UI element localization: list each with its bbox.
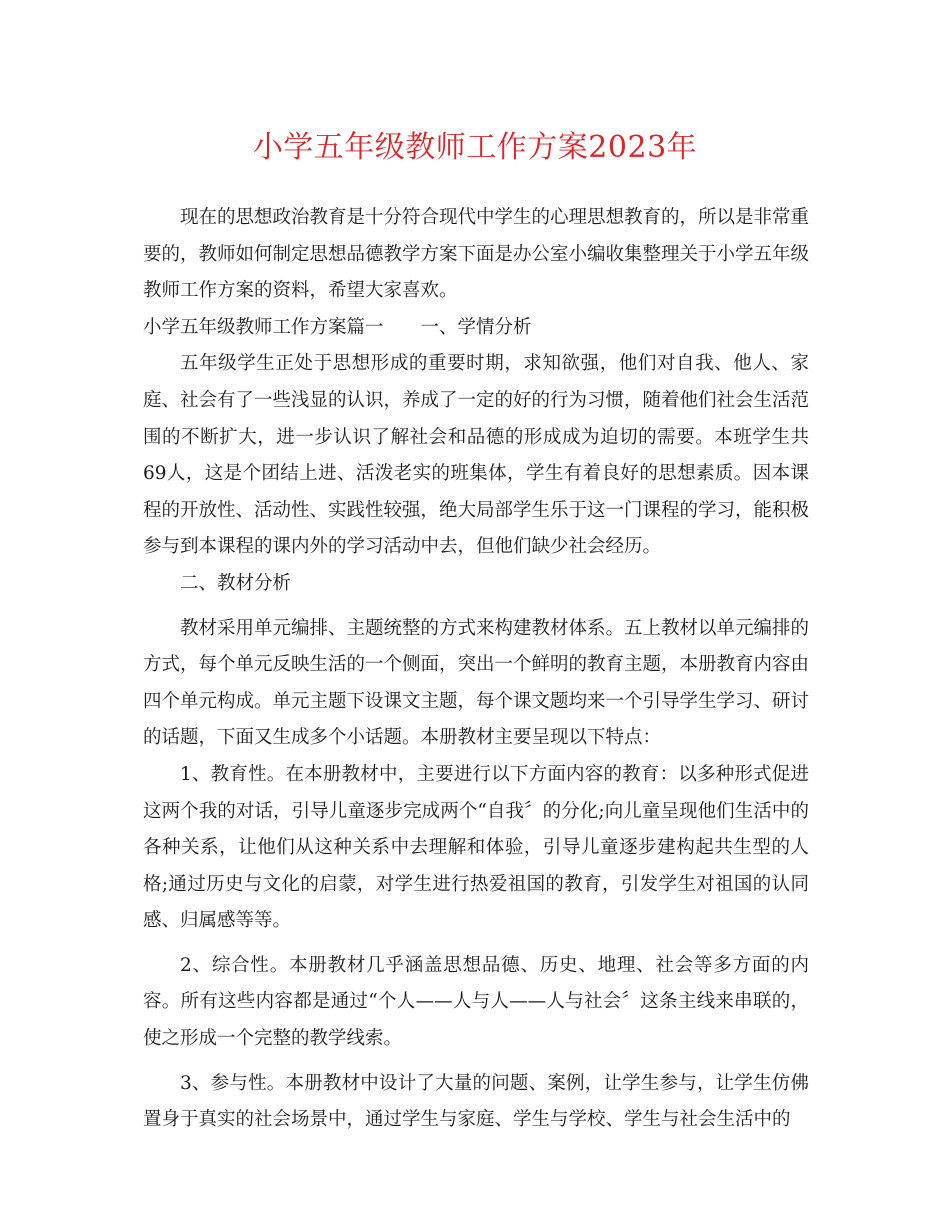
paragraph-point-participation: 3、参与性。本册教材中设计了大量的问题、案例，让学生参与，让学生仿佛置身于真实的社会场景中，通过学生与家庭、学生与学校、学生与社会生活中的 <box>143 1072 809 1131</box>
heading-textbook-analysis: 二、教材分析 <box>180 572 292 594</box>
document-title: 小学五年级教师工作方案2023年 <box>252 130 698 165</box>
section-heading: 小学五年级教师工作方案篇一 一、学情分析 <box>143 316 532 338</box>
document-body <box>143 200 809 1139</box>
paragraph-student-analysis: 五年级学生正处于思想形成的重要时期，求知欲强，他们对自我、他人、家庭、社会有了一些浅显的认识，养成了一定的好的行为习惯，随着他们社会生活范围的不断扩大，进一步认识了解社会和品德的形成成为迫切的需要。本班学生共69人，这是个团结上进、活泼老实的班集体，学生有着良好的思想素质。因本课程的开放性、活动性、实践性较强，绝大局部学生乐于这一门课程的学习，能积极参与到本课程的课内外的学习活动中去，但他们缺少社会经历。 <box>143 353 810 558</box>
paragraph-point-comprehensive: 2、综合性。本册教材几乎涵盖思想品德、历史、地理、社会等多方面的内容。所有这些内容都是通过“个人——人与人——人与社会〞这条主线来串联的，使之形成一个完整的教学线索。 <box>143 954 809 1050</box>
intro-paragraph: 现在的思想政治教育是十分符合现代中学生的心理思想教育的，所以是非常重要的，教师如何制定思想品德教学方案下面是办公室小编收集整理关于小学五年级教师工作方案的资料，希望大家喜欢。 <box>143 207 810 302</box>
paragraph-textbook-structure: 教材采用单元编排、主题统整的方式来构建教材体系。五上教材以单元编排的方式，每个单元反映生活的一个侧面，突出一个鲜明的教育主题，本册教育内容由四个单元构成。单元主题下设课文主题，每个课文题均来一个引导学生学习、研讨的话题，下面又生成多个小话题。本册教材主要呈现以下特点： <box>143 617 810 749</box>
paragraph-point-educational: 1、教育性。在本册教材中，主要进行以下方面内容的教育：以多种形式促进这两个我的对话，引导儿童逐步完成两个“自我〞的分化;向儿童呈现他们生活中的各种关系，让他们从这种关系中去理解和体验，引导儿童逐步建构起共生型的人格;通过历史与文化的启蒙，对学生进行热爱祖国的教育，引发学生对祖国的认同感、归属感等等。 <box>143 763 809 932</box>
